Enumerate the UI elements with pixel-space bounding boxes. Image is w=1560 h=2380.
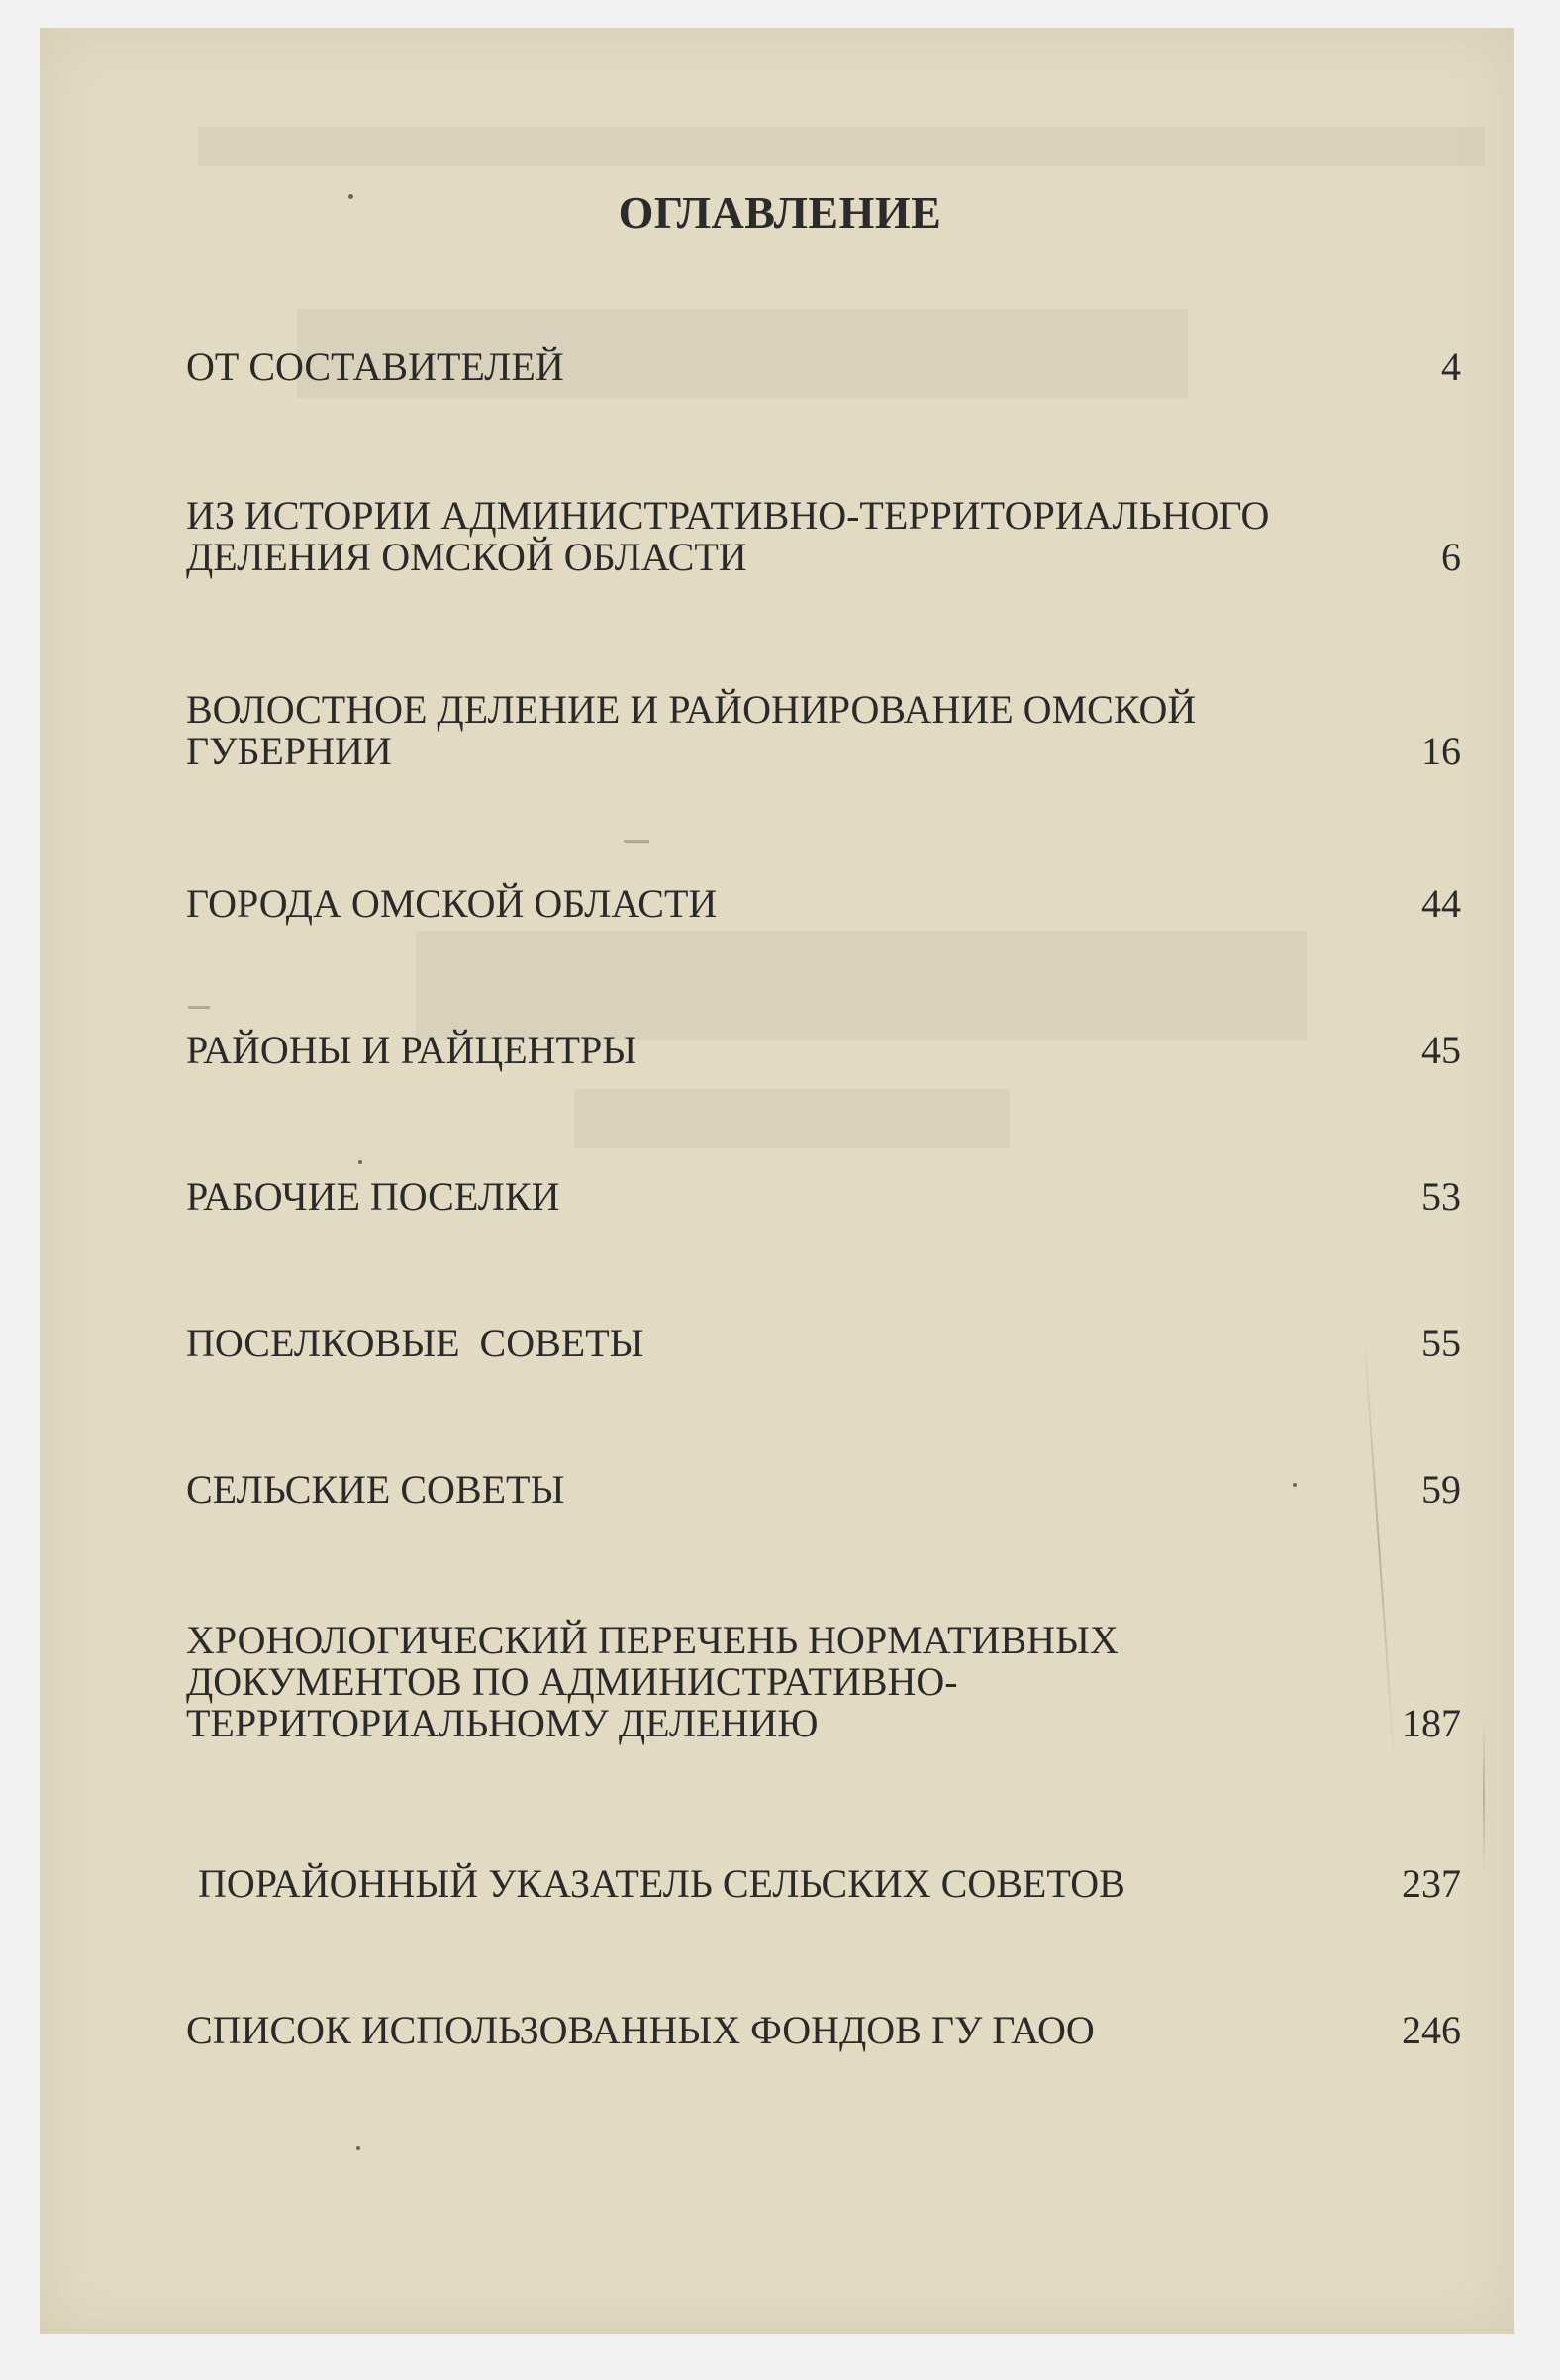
toc-entry-line bbox=[186, 1661, 1461, 1703]
toc-entry-line bbox=[186, 1176, 1461, 1218]
page-title: ОГЛАВЛЕНИЕ bbox=[618, 187, 942, 238]
toc-entry-text: РАЙОНЫ И РАЙЦЕНТРЫ bbox=[186, 1028, 637, 1072]
toc-page-number: 59 bbox=[1421, 1467, 1461, 1512]
toc-entry-text: ИЗ ИСТОРИИ АДМИНИСТРАТИВНО-ТЕРРИТОРИАЛЬНОГО bbox=[186, 493, 1270, 538]
toc-entry-text: СЕЛЬСКИЕ СОВЕТЫ bbox=[186, 1467, 565, 1512]
toc-entry bbox=[198, 1863, 1461, 1905]
toc-entry-text: ОТ СОСТАВИТЕЛЕЙ bbox=[186, 345, 564, 389]
toc-entry bbox=[186, 883, 1461, 925]
toc-entry-line bbox=[186, 1703, 1461, 1744]
toc-entry-text: ВОЛОСТНОЕ ДЕЛЕНИЕ И РАЙОНИРОВАНИЕ ОМСКОЙ bbox=[186, 687, 1197, 732]
toc-entry bbox=[186, 1469, 1461, 1511]
toc-entry-text: ГУБЕРНИИ bbox=[186, 729, 392, 773]
bleed-through-block-2 bbox=[416, 931, 1307, 1040]
toc-entry-line bbox=[186, 2010, 1461, 2051]
toc-page-number: 44 bbox=[1421, 881, 1461, 926]
bleed-through-block-3 bbox=[574, 1089, 1010, 1148]
print-dash bbox=[188, 1006, 210, 1009]
toc-entry-text: ХРОНОЛОГИЧЕСКИЙ ПЕРЕЧЕНЬ НОРМАТИВНЫХ bbox=[186, 1618, 1119, 1662]
toc-entry-text: ПОРАЙОННЫЙ УКАЗАТЕЛЬ СЕЛЬСКИХ СОВЕТОВ bbox=[198, 1861, 1125, 1906]
toc-entry-line bbox=[186, 495, 1461, 537]
toc-entry bbox=[186, 1176, 1461, 1218]
toc-entry bbox=[186, 1620, 1461, 1744]
toc-page-number: 6 bbox=[1441, 535, 1461, 579]
toc-page-number: 16 bbox=[1421, 729, 1461, 773]
toc-entry-line bbox=[186, 1323, 1461, 1364]
toc-page-number: 45 bbox=[1421, 1028, 1461, 1072]
toc-entry-line bbox=[186, 1620, 1461, 1661]
speck bbox=[356, 2146, 360, 2150]
toc-page-number: 53 bbox=[1421, 1174, 1461, 1219]
toc-entry-line bbox=[186, 883, 1461, 925]
toc-entry-text: ДЕЛЕНИЯ ОМСКОЙ ОБЛАСТИ bbox=[186, 535, 747, 579]
toc-entry-text: ТЕРРИТОРИАЛЬНОМУ ДЕЛЕНИЮ bbox=[186, 1701, 819, 1745]
toc-entry-text: ПОСЕЛКОВЫЕ СОВЕТЫ bbox=[186, 1321, 644, 1365]
toc-entry-line bbox=[186, 347, 1461, 388]
toc-page-number: 4 bbox=[1441, 345, 1461, 389]
paper-scratch bbox=[1483, 1723, 1485, 1871]
toc-entry bbox=[186, 1323, 1461, 1364]
toc-entry-line bbox=[186, 1030, 1461, 1071]
print-dash bbox=[624, 840, 649, 843]
toc-page-number: 187 bbox=[1402, 1701, 1461, 1745]
toc-entry-text: СПИСОК ИСПОЛЬЗОВАННЫХ ФОНДОВ ГУ ГАОО bbox=[186, 2008, 1095, 2052]
toc-entry bbox=[186, 689, 1461, 772]
toc-entry-text: РАБОЧИЕ ПОСЕЛКИ bbox=[186, 1174, 560, 1219]
toc-entry bbox=[186, 495, 1461, 578]
toc-entry-line bbox=[186, 1469, 1461, 1511]
toc-page-number: 237 bbox=[1402, 1861, 1461, 1906]
toc-entry bbox=[186, 347, 1461, 388]
toc-entry-text: ГОРОДА ОМСКОЙ ОБЛАСТИ bbox=[186, 881, 718, 926]
toc-entry-line bbox=[186, 689, 1461, 731]
toc-entry-text: ДОКУМЕНТОВ ПО АДМИНИСТРАТИВНО- bbox=[186, 1659, 958, 1704]
toc-entry-line bbox=[198, 1863, 1461, 1905]
toc-entry bbox=[186, 2010, 1461, 2051]
toc-page-number: 55 bbox=[1421, 1321, 1461, 1365]
speck bbox=[358, 1160, 362, 1164]
toc-page-number: 246 bbox=[1402, 2008, 1461, 2052]
toc-entry-line bbox=[186, 537, 1461, 578]
toc-entry-line bbox=[186, 731, 1461, 772]
toc-entry bbox=[186, 1030, 1461, 1071]
bleed-through-heading bbox=[198, 127, 1485, 166]
